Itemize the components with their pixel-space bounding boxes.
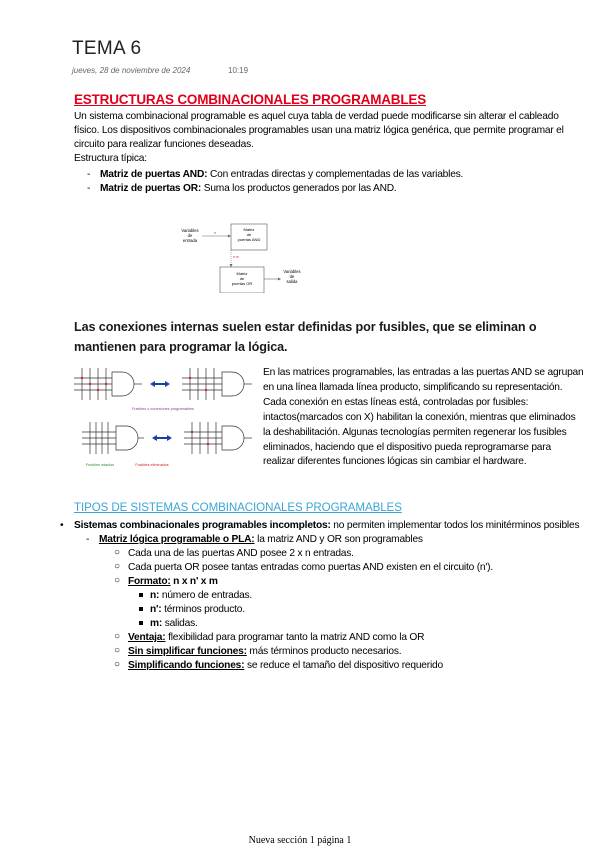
fuse-matrix-figure	[72, 360, 258, 470]
intro-paragraph	[74, 110, 574, 166]
list-item-text: Cada puerta OR posee tantas entradas como puertas AND existen en el circuito (n').	[128, 562, 493, 573]
list-item-text: no permiten implementar todos los minitérminos posibles	[330, 520, 580, 531]
structure-list	[87, 168, 567, 196]
label-blown-fuses: Fusibles eliminados	[135, 463, 169, 467]
list-item-text: número de entradas.	[159, 590, 253, 601]
inputs-label-line: entrada	[182, 238, 198, 243]
intro-text: Un sistema combinacional programable es aquel cuya tabla de verdad puede modificarse sin alterar el cableado físico. Los dispositivos combinacionales programables usan una matriz lógica genérica, que permite programar el circuito para realizar funciones deseadas.	[74, 111, 564, 150]
caption-fuses: Fusibles o conexiones programables	[132, 407, 194, 411]
list-item-text: la matriz AND y OR son programables	[254, 534, 423, 545]
list-item-term: Formato:	[128, 576, 171, 587]
bullet-icon: •	[60, 520, 64, 531]
and-box-line: Matriz	[243, 227, 255, 232]
page-time: 10:19	[228, 66, 249, 75]
and-gate-top-right	[182, 368, 252, 400]
or-box-line: puertas OR	[231, 281, 253, 286]
list-item	[60, 519, 580, 533]
inputs-label-line: Variables	[181, 228, 199, 233]
page-date: jueves, 28 de noviembre de 2024	[72, 66, 191, 75]
list-item-text: términos producto.	[161, 604, 245, 615]
list-item-term: Sin simplificar funciones:	[128, 646, 247, 657]
section-heading-types: TIPOS DE SISTEMAS COMBINACIONALES PROGRAMABLES	[74, 501, 402, 514]
and-gate-bottom-left	[82, 422, 144, 454]
list-item	[114, 575, 580, 589]
list-item	[136, 603, 580, 617]
list-item	[114, 659, 580, 673]
circle-bullet-icon: ○	[114, 547, 120, 558]
list-item-text: salidas.	[162, 618, 198, 629]
square-bullet-icon	[139, 607, 143, 611]
list-item	[136, 617, 580, 631]
list-item-text: Con entradas directas y complementadas de las variables.	[207, 169, 464, 180]
list-item-term: Sistemas combinacionales programables incompletos:	[74, 520, 331, 531]
circle-bullet-icon: ○	[114, 659, 120, 670]
outputs-label-line: Variables	[283, 269, 301, 274]
structure-label: Estructura típica:	[74, 153, 147, 164]
list-item	[87, 168, 567, 182]
list-item	[114, 631, 580, 645]
list-item-text: más términos producto necesarios.	[246, 646, 402, 657]
list-item	[136, 589, 580, 603]
mid-label: n·m	[233, 255, 239, 259]
list-item-text: n x n' x m	[170, 576, 218, 587]
square-bullet-icon	[139, 593, 143, 597]
list-item-text: Cada una de las puertas AND posee 2 x n entradas.	[128, 548, 354, 559]
square-bullet-icon	[139, 621, 143, 625]
input-arrowhead	[228, 235, 231, 238]
list-item	[114, 561, 580, 575]
inputs-label-line: de	[187, 233, 193, 238]
list-item-term: Ventaja:	[128, 632, 166, 643]
or-box-line: de	[239, 276, 245, 281]
input-count: n	[214, 231, 216, 235]
circle-bullet-icon: ○	[114, 631, 120, 642]
and-box-line: de	[246, 232, 252, 237]
page-footer: Nueva sección 1 página 1	[248, 835, 352, 846]
types-list	[60, 519, 580, 673]
and-gate-top-left	[74, 368, 142, 400]
list-item-term: Matriz de puertas OR:	[100, 183, 202, 194]
section-heading-structures: ESTRUCTURAS COMBINACIONALES PROGRAMABLES	[74, 92, 427, 107]
list-item-term: n':	[150, 604, 162, 615]
fuses-heading: Las conexiones internas suelen estar definidas por fusibles, que se eliminan o mantienen para programar la lógica.	[74, 320, 537, 354]
circle-bullet-icon: ○	[114, 645, 120, 656]
list-item-term: Matriz lógica programable o PLA:	[99, 534, 255, 545]
list-item-text: flexibilidad para programar tanto la matriz AND como la OR	[165, 632, 425, 643]
list-item-term: n:	[150, 590, 160, 601]
and-gate-bottom-right	[184, 422, 252, 454]
list-item	[87, 182, 567, 196]
or-box-line: Matriz	[236, 271, 248, 276]
list-item-text: Suma los productos generados por las AND.	[201, 183, 397, 194]
list-item	[114, 547, 580, 561]
page-title: TEMA 6	[72, 38, 142, 59]
double-arrow-icon	[150, 381, 170, 387]
list-item	[114, 645, 580, 659]
outputs-label-line: de	[289, 274, 295, 279]
output-arrowhead	[278, 278, 281, 281]
list-item-text: se reduce el tamaño del dispositivo requerido	[244, 660, 443, 671]
list-item-term: Simplificando funciones:	[128, 660, 245, 671]
list-item	[86, 533, 580, 547]
list-item-term: Matriz de puertas AND:	[100, 169, 208, 180]
and-box-line: puertas AND	[237, 237, 261, 242]
double-arrow-icon	[152, 435, 172, 441]
outputs-label-line: salida	[286, 279, 298, 284]
label-intact-fuses: Fusibles intactos	[85, 463, 115, 467]
circle-bullet-icon: ○	[114, 561, 120, 572]
list-item-term: m:	[150, 618, 163, 629]
circle-bullet-icon: ○	[114, 575, 120, 586]
mid-arrowhead	[230, 264, 233, 267]
fuse-paragraph: En las matrices programables, las entradas a las puertas AND se agrupan en una línea llamada línea producto, simplificando su representación. Cada conexión en estas líneas está, controladas por fusibles: intactos(marcados con X) habilitan la conexión, mientras que eliminados la deshabilitación. Algunas tecnologías permiten regenerar los fusibles eliminados, haciendo que el dispositivo pueda reprogramarse para realizar diferentes funciones lógicas sin cambiar el hardware.	[263, 367, 584, 468]
and-or-block-diagram	[178, 221, 308, 293]
